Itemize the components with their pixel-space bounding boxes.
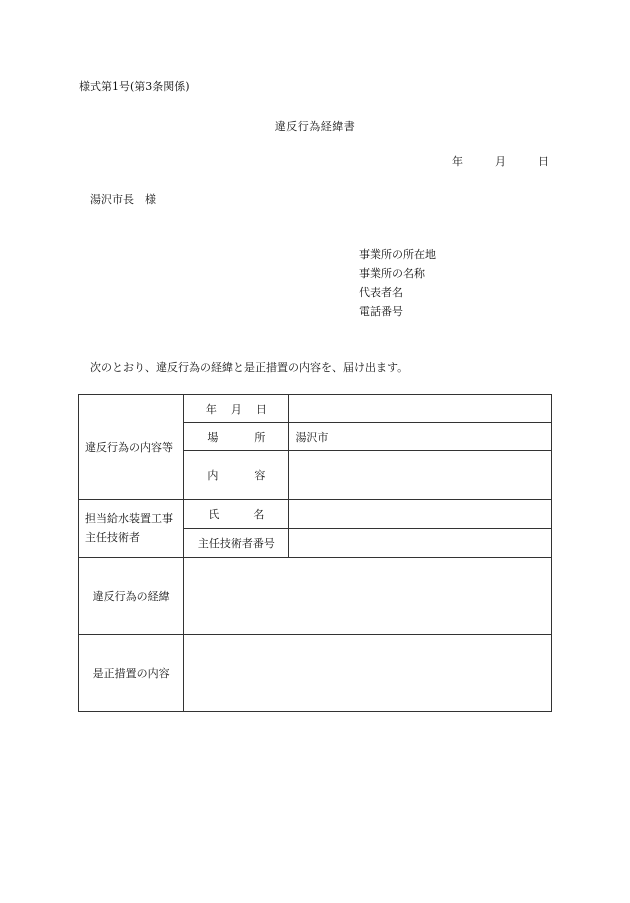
submission-date: [452, 156, 549, 167]
history-value[interactable]: [184, 558, 552, 635]
addressee: 湯沢市長 様: [90, 193, 156, 206]
violation-record-table: [78, 394, 552, 712]
business-name-label: 事業所の名称: [359, 267, 425, 280]
form-number: 様式第1号(第3条関係): [79, 80, 190, 93]
content-field-value[interactable]: [289, 451, 552, 500]
table-row: [79, 635, 552, 712]
name-field-label: 氏 名: [184, 500, 289, 529]
phone-label: 電話番号: [359, 305, 403, 318]
date-day-label: 日: [538, 155, 549, 168]
table-row: [79, 395, 552, 423]
license-number-label: 主任技術者番号: [184, 529, 289, 558]
place-field-value[interactable]: 湯沢市: [289, 423, 552, 451]
declaration-statement: 次のとおり、違反行為の経緯と是正措置の内容を、届け出ます。: [90, 361, 409, 374]
section-violation-label: 違反行為の内容等: [79, 395, 184, 500]
correction-value[interactable]: [184, 635, 552, 712]
table-row: [79, 500, 552, 529]
name-field-value[interactable]: [289, 500, 552, 529]
date-field-value[interactable]: [289, 395, 552, 423]
correction-label: 是正措置の内容: [79, 635, 184, 712]
place-field-label: 場 所: [184, 423, 289, 451]
table-row: [79, 558, 552, 635]
history-label: 違反行為の経緯: [79, 558, 184, 635]
date-field-label: 年 月 日: [184, 395, 289, 423]
license-number-value[interactable]: [289, 529, 552, 558]
section-engineer-label: 担当給水装置工事 主任技術者: [79, 500, 184, 558]
representative-label: 代表者名: [359, 286, 403, 299]
document-title: 違反行為経緯書: [274, 120, 356, 133]
content-field-label: 内 容: [184, 451, 289, 500]
date-month-label: 月: [495, 155, 506, 168]
date-year-label: 年: [452, 155, 463, 168]
business-address-label: 事業所の所在地: [359, 248, 436, 261]
